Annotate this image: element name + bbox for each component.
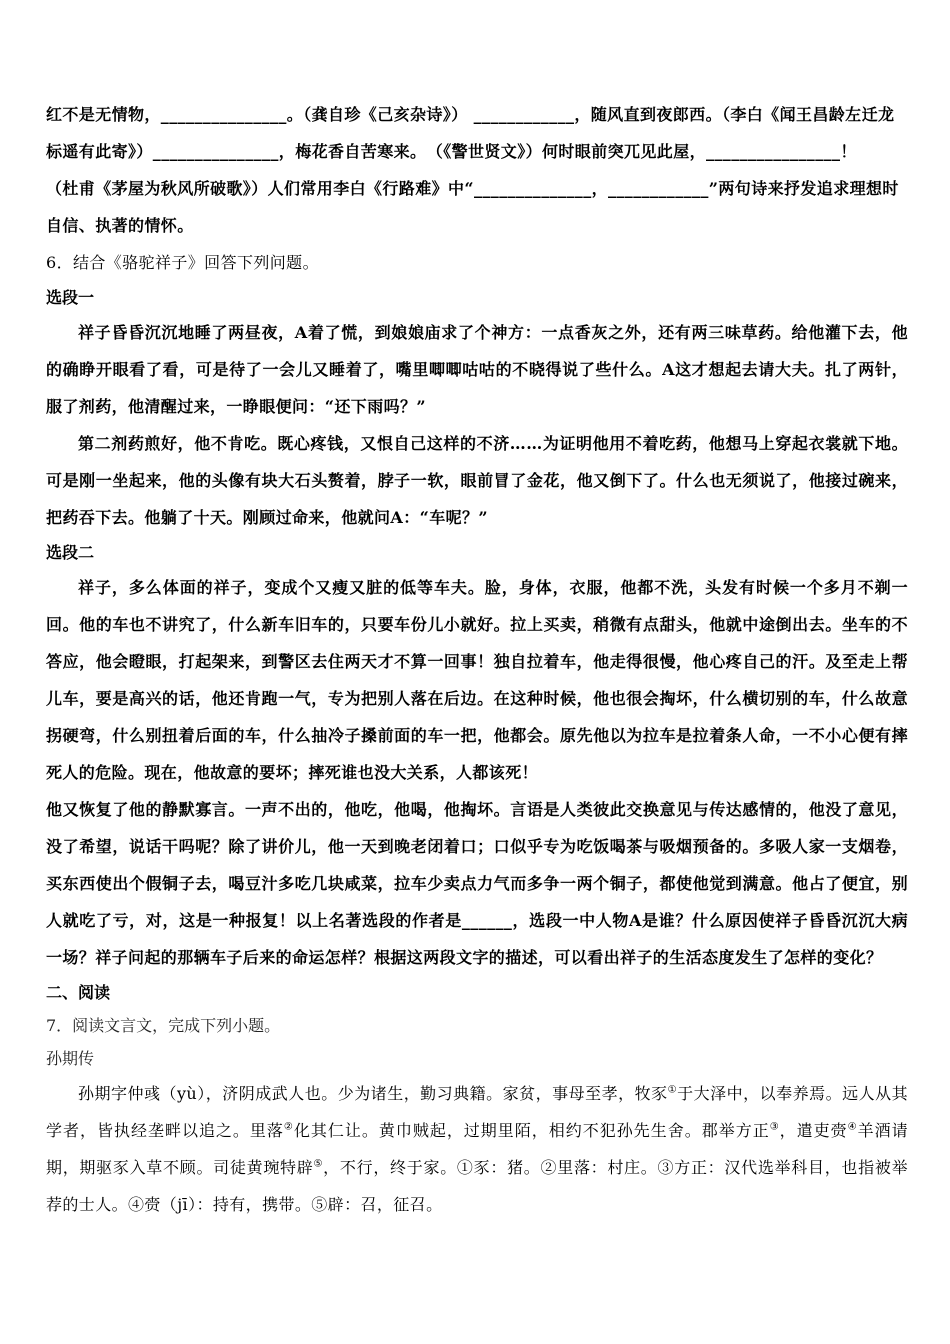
- passage-part-c: 化其仁让。黄巾贼起，过期里陌，相约不犯孙先生舍。郡举方正: [293, 1121, 770, 1140]
- footnote-marker-1: ①: [667, 1084, 678, 1096]
- passage-part-a: 孙期字仲彧（yù），济阴成武人也。少为诸生，勤习典籍。家贫，事母至孝，牧豕: [78, 1084, 668, 1103]
- section-heading-reading: 二、阅读: [46, 983, 111, 1002]
- excerpt1-label: 选段一: [46, 288, 95, 307]
- excerpt2-paragraph-2: 他又恢复了他的静默寡言。一声不出的，他吃，他喝，他掏坏。言语是人类彼此交换意见与传达感情的，他没了意见，没了希望，说话干吗呢？除了讲价儿，他一天到晚老闭着口；口似乎专为吃饭喝茶与吸烟预备的。多吸人家一支烟卷，买东西使出个假铜子去，喝豆汁多吃几块咸菜，拉车少卖点力气而多争一两个铜子，都使他觉到满意。他占了便宜，别人就吃了亏，对，这是一种报复！以上名著选段的作者是______，选段一中人物A是谁？什么原因使祥子昏昏沉沉大病一场？祥子问起的那辆车子后来的命运怎样？根据这两段文字的描述，可以看出祥子的生活态度发生了怎样的变化？: [46, 800, 908, 967]
- footnote-marker-3: ③: [769, 1121, 780, 1133]
- excerpt2-paragraph-1: 祥子，多么体面的祥子，变成个又瘦又脏的低等车夫。脸，身体，衣服，他都不洗，头发有时候一个多月不剃一回。他的车也不讲究了，什么新车旧车的，只要车份儿小就好。拉上买卖，稍微有点甜头，他就中途倒出去。坐车的不答应，他会瞪眼，打起架来，到警区去住两天才不算一回事！独自拉着车，他走得很慢，他心疼自己的汗。及至走上帮儿车，要是高兴的话，他还肯跑一气，专为把别人落在后边。在这种时候，他也很会掏坏，什么横切别的车，什么故意拐硬弯，什么别扭着后面的车，什么抽冷子搡前面的车一把，他都会。原先他以为拉车是拉着条人命，一不小心便有摔死人的危险。现在，他故意的要坏；摔死谁也没大关系，人都该死！: [46, 578, 908, 782]
- footnote-marker-2: ②: [283, 1121, 294, 1133]
- q5-line-3: （杜甫《茅屋为秋风所破歌》）人们常用李白《行路难》中“______________，____________”两句诗来抒发追求理想时: [46, 179, 899, 198]
- passage-part-e: 羊酒请期，期驱豕入草不顾。司徒黄琬特辟: [46, 1121, 908, 1177]
- passage-title: 孙期传: [46, 1049, 95, 1068]
- footnote-marker-5: ⑤: [313, 1158, 324, 1170]
- q5-line-4: 自信、执著的情怀。: [46, 216, 194, 235]
- excerpt2-label: 选段二: [46, 543, 95, 562]
- excerpt1-paragraph-2: 第二剂药煎好，他不肯吃。既心疼钱，又恨自己这样的不济……为证明他用不着吃药，他想马上穿起衣裳就下地。可是刚一坐起来，他的头像有块大石头赘着，脖子一软，眼前冒了金花，他又倒下了。什么也无须说了，他接过碗来，把药吞下去。他躺了十天。刚顾过命来，他就问A：“车呢？”: [46, 434, 908, 527]
- q7-title: 7．阅读文言文，完成下列小题。: [46, 1016, 281, 1035]
- passage-part-b: 于大泽中，以奉养焉。远人从其学者，皆执经垄畔以追之。里落: [46, 1084, 908, 1140]
- q6-title: 6．结合《骆驼祥子》回答下列问题。: [46, 253, 319, 272]
- classical-passage: [46, 1075, 908, 1223]
- q5-line-2: 标遥有此寄》）_______________，梅花香自苦寒来。 （《警世贤文》）何时眼前突兀见此屋，________________！: [46, 142, 857, 161]
- excerpt1-paragraph-1: 祥子昏昏沉沉地睡了两昼夜，A着了慌，到娘娘庙求了个神方：一点香灰之外，还有两三味草药。给他灌下去，他的确睁开眼看了看，可是待了一会儿又睡着了，嘴里唧唧咕咕的不晓得说了些什么。A这才想起去请大夫。扎了两针，服了剂药，他清醒过来，一睁眼便问：“还下雨吗？”: [46, 323, 908, 416]
- document-page: [46, 96, 908, 1223]
- q5-line-1: 红不是无情物，_______________。（龚自珍《己亥杂诗》） ____________，随风直到夜郎西。（李白《闻王昌龄左迁龙: [46, 105, 895, 124]
- footnote-marker-4: ④: [847, 1121, 858, 1133]
- passage-part-f: ，不行，终于家。①豕：猪。②里落：村庄。③方正：汉代选举科目，也指被举荐的士人。④赍（jī）：持有，携带。⑤辟：召，征召。: [46, 1158, 908, 1214]
- passage-part-d: ，遣吏赍: [779, 1121, 848, 1140]
